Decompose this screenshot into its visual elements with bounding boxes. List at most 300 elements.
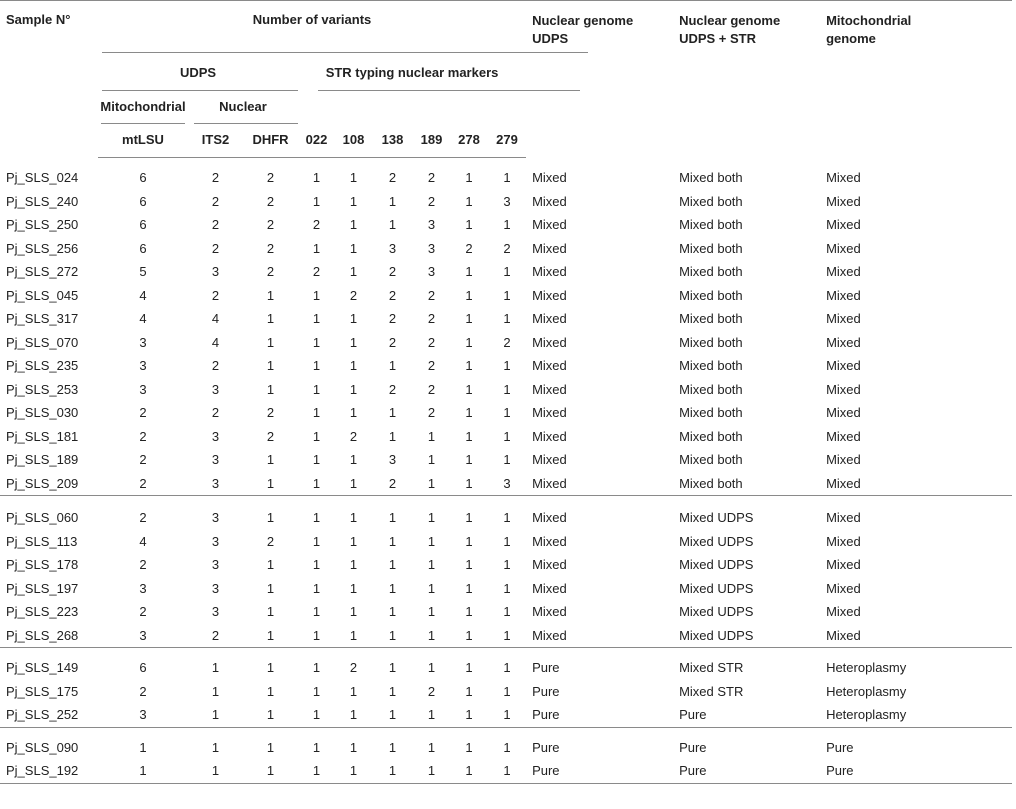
table-cell: 1 xyxy=(427,475,436,491)
table-cell: 1 xyxy=(413,727,450,759)
header-marker-279: 279 xyxy=(488,124,526,158)
table-cell: 1 xyxy=(312,475,321,491)
table-cell: 1 xyxy=(388,405,397,420)
header-nuclear-udps xyxy=(526,1,673,158)
table-cell: 2 xyxy=(312,217,321,232)
table-cell: 1 xyxy=(266,334,275,350)
table-cell: 1 xyxy=(349,311,358,326)
table-header xyxy=(0,1,1012,158)
table-cell: 1 xyxy=(388,580,397,596)
table-cell: 3 xyxy=(139,627,147,643)
table-cell: 2 xyxy=(427,287,436,303)
table-cell: Mixed xyxy=(826,428,861,444)
table-cell: 1 xyxy=(503,627,511,643)
table-row xyxy=(0,472,1012,496)
table-cell: Mixed xyxy=(532,311,567,326)
table-cell: 2 xyxy=(427,405,436,420)
table-cell: 1 xyxy=(312,358,321,373)
table-cell: Mixed xyxy=(532,381,567,397)
table-cell: 1 xyxy=(503,311,511,326)
table-cell: 1 xyxy=(503,405,511,420)
table-cell: 1 xyxy=(188,759,243,783)
table-cell: 1 xyxy=(266,683,275,699)
table-cell: Mixed xyxy=(826,358,861,373)
table-cell: 1 xyxy=(427,707,436,722)
table-cell: 1 xyxy=(349,358,358,373)
table-cell: Pure xyxy=(532,683,560,699)
table-cell: 1 xyxy=(349,580,358,596)
table-cell: Mixed xyxy=(826,381,861,397)
table-cell: Pj_SLS_090 xyxy=(0,727,98,759)
table-cell: 1 xyxy=(427,533,436,549)
table-row xyxy=(0,237,1012,261)
table-cell: 6 xyxy=(98,648,188,680)
table-cell: Mixed xyxy=(532,533,567,549)
table-cell: 2 xyxy=(139,452,147,467)
table-cell: Mixed xyxy=(820,496,1012,530)
table-cell: Mixed xyxy=(532,452,567,467)
table-cell: 1 xyxy=(465,217,473,232)
table-cell: Mixed both xyxy=(679,358,743,373)
table-cell: 2 xyxy=(139,405,147,420)
table-cell: 1 xyxy=(450,727,488,759)
header-nuclear-str-line1: Nuclear genome xyxy=(679,13,781,28)
table-cell: 2 xyxy=(427,170,436,185)
table-cell: 1 xyxy=(312,557,321,572)
header-sample: Sample N° xyxy=(0,1,98,158)
table-cell: Pure xyxy=(820,759,1012,783)
table-cell: 2 xyxy=(388,334,397,350)
table-cell: 1 xyxy=(503,264,511,279)
table-row xyxy=(0,648,1012,680)
table-cell: 1 xyxy=(388,557,397,572)
table-cell: Mixed xyxy=(826,533,861,549)
table-cell: 1 xyxy=(188,727,243,759)
table-cell: 1 xyxy=(465,405,473,420)
table-cell: 1 xyxy=(298,496,335,530)
table-cell: Mixed xyxy=(532,264,567,279)
variants-underline xyxy=(102,52,588,53)
table-cell: 2 xyxy=(211,170,220,185)
table-cell: Mixed xyxy=(826,580,861,596)
table-cell: 2 xyxy=(139,683,147,699)
table-cell: Pj_SLS_268 xyxy=(6,627,79,643)
table-cell: 3 xyxy=(188,496,243,530)
header-number-of-variants xyxy=(98,1,526,55)
table-cell: 1 xyxy=(312,311,321,326)
header-variants-label: Number of variants xyxy=(252,12,372,27)
table-cell: Pure xyxy=(532,707,560,722)
table-cell: Mixed xyxy=(826,169,861,185)
table-cell: Mixed xyxy=(532,358,567,373)
header-its2: ITS2 xyxy=(188,124,243,158)
table-cell: 1 xyxy=(266,580,275,596)
table-cell: 2 xyxy=(427,193,436,209)
table-cell: 2 xyxy=(388,475,397,491)
table-cell: 2 xyxy=(266,264,275,279)
table-cell: 1 xyxy=(243,727,298,759)
table-cell: 1 xyxy=(503,217,511,232)
table-cell: 3 xyxy=(211,452,220,467)
header-mito-genome-line1: Mitochondrial xyxy=(826,13,912,28)
table-cell: 1 xyxy=(372,648,413,680)
table-cell: Mixed xyxy=(826,240,861,256)
table-cell: 2 xyxy=(503,334,511,350)
table-cell: 1 xyxy=(503,358,511,373)
table-cell: 1 xyxy=(413,496,450,530)
table-cell: 1 xyxy=(211,707,220,722)
table-row xyxy=(0,496,1012,530)
table-cell: 1 xyxy=(388,627,397,643)
table-row xyxy=(0,759,1012,783)
table-cell: Mixed xyxy=(532,604,567,619)
table-cell: Pj_SLS_178 xyxy=(6,557,79,572)
table-cell: 1 xyxy=(349,627,358,643)
table-cell: 1 xyxy=(312,334,321,350)
table-cell: Pj_SLS_189 xyxy=(6,452,79,467)
header-str-label: STR typing nuclear markers xyxy=(325,64,499,80)
table-cell: Mixed xyxy=(532,580,567,596)
table-cell: Pj_SLS_252 xyxy=(6,707,79,722)
table-cell: 1 xyxy=(266,557,275,572)
table-cell: 1 xyxy=(465,557,473,572)
table-cell: 3 xyxy=(139,381,147,397)
table-cell: 1 xyxy=(349,381,358,397)
table-cell: Pj_SLS_250 xyxy=(6,217,79,232)
header-udps-label: UDPS xyxy=(179,64,217,80)
table-row xyxy=(0,425,1012,449)
table-cell: Pj_SLS_272 xyxy=(6,264,79,279)
table-cell: 3 xyxy=(211,604,220,619)
table-row xyxy=(0,331,1012,355)
header-mitochondrial xyxy=(98,91,188,124)
table-cell: 1 xyxy=(349,557,358,572)
table-cell: 1 xyxy=(298,727,335,759)
table-cell: Pure xyxy=(526,727,673,759)
table-cell: Mixed both xyxy=(679,475,743,491)
table-cell: 3 xyxy=(139,707,147,722)
table-cell: 1 xyxy=(503,707,511,722)
table-cell: Mixed xyxy=(532,557,567,572)
table-cell: Mixed xyxy=(532,240,567,256)
table-cell: Mixed xyxy=(826,452,861,467)
table-cell: 2 xyxy=(266,217,275,232)
header-mtlsu: mtLSU xyxy=(98,124,188,158)
table-cell: 1 xyxy=(349,533,358,549)
table-cell: 1 xyxy=(372,496,413,530)
table-cell: Mixed xyxy=(532,334,567,350)
table-cell: Mixed xyxy=(532,405,567,420)
header-udps xyxy=(98,55,298,91)
table-cell: 1 xyxy=(349,707,358,722)
table-cell: 1 xyxy=(465,311,473,326)
table-cell: 1 xyxy=(349,683,358,699)
table-cell: 1 xyxy=(349,604,358,619)
header-dhfr: DHFR xyxy=(243,124,298,158)
table-cell: Heteroplasmy xyxy=(820,648,1012,680)
table-cell: 1 xyxy=(388,428,397,444)
table-cell: 1 xyxy=(465,683,473,699)
table-cell: Mixed both xyxy=(679,311,743,326)
table-cell: 1 xyxy=(349,264,358,279)
table-cell: 2 xyxy=(388,170,397,185)
table-cell: 1 xyxy=(503,381,511,397)
table-cell: Mixed both xyxy=(679,405,743,420)
table-cell: 1 xyxy=(335,727,372,759)
table-cell: Pj_SLS_197 xyxy=(6,580,79,596)
table-cell: 1 xyxy=(349,475,358,491)
table-cell: 1 xyxy=(427,428,436,444)
table-row xyxy=(0,354,1012,378)
table-cell: 2 xyxy=(139,428,147,444)
table-cell: 1 xyxy=(243,648,298,680)
table-cell: 1 xyxy=(312,287,321,303)
table-cell: 1 xyxy=(465,170,473,185)
table-cell: Pj_SLS_181 xyxy=(6,428,79,444)
table-row xyxy=(0,260,1012,284)
table-cell: 1 xyxy=(465,358,473,373)
table-cell: 2 xyxy=(312,264,321,279)
table-row xyxy=(0,530,1012,554)
table-cell: 3 xyxy=(211,264,220,279)
table-row xyxy=(0,190,1012,214)
table-row xyxy=(0,624,1012,648)
table-cell: Mixed UDPS xyxy=(679,604,754,619)
table-cell: Mixed xyxy=(826,264,861,279)
table-cell: 2 xyxy=(335,648,372,680)
table-cell: 1 xyxy=(465,264,473,279)
table-cell: 3 xyxy=(503,193,511,209)
table-cell: Pj_SLS_223 xyxy=(6,604,79,619)
table-cell: 1 xyxy=(372,759,413,783)
table-cell: Mixed STR xyxy=(673,648,820,680)
header-marker-278: 278 xyxy=(450,124,488,158)
table-cell: Pj_SLS_192 xyxy=(0,759,98,783)
table-cell: 2 xyxy=(266,533,275,549)
table-cell: Mixed xyxy=(532,475,567,491)
table-cell: 3 xyxy=(139,580,147,596)
header-mito-label: Mitochondrial xyxy=(100,98,186,114)
table-cell: 3 xyxy=(427,264,436,279)
table-cell: 1 xyxy=(312,405,321,420)
table-cell: Mixed both xyxy=(679,264,743,279)
table-cell: 3 xyxy=(211,475,220,491)
table-cell: Pure xyxy=(673,759,820,783)
table-cell: 1 xyxy=(266,604,275,619)
table-cell: 2 xyxy=(349,287,358,303)
table-cell: 2 xyxy=(211,405,220,420)
table-cell: 2 xyxy=(211,217,220,232)
table-cell: Pure xyxy=(820,727,1012,759)
table-cell: 3 xyxy=(427,217,436,232)
table-cell: 1 xyxy=(312,193,321,209)
table-cell: Pj_SLS_235 xyxy=(6,358,79,373)
table-cell: 4 xyxy=(211,311,220,326)
table-cell: 1 xyxy=(388,217,397,232)
table-cell: 1 xyxy=(98,759,188,783)
table-cell: Mixed xyxy=(826,604,861,619)
table-cell: 1 xyxy=(298,648,335,680)
table-cell: 1 xyxy=(335,496,372,530)
table-cell: 1 xyxy=(349,193,358,209)
table-cell: 2 xyxy=(211,627,220,643)
table-cell: 1 xyxy=(450,496,488,530)
table-row xyxy=(0,727,1012,759)
table-cell: 2 xyxy=(465,240,473,256)
table-cell: Mixed both xyxy=(679,217,743,232)
table-cell: Pj_SLS_030 xyxy=(6,405,79,420)
header-marker-138: 138 xyxy=(372,124,413,158)
header-mitochondrial-genome xyxy=(820,1,1012,158)
table-cell: 1 xyxy=(503,287,511,303)
header-nuclear-udps-line1: Nuclear genome xyxy=(532,13,634,28)
table-cell: 2 xyxy=(427,311,436,326)
table-cell: 1 xyxy=(266,452,275,467)
table-cell: 2 xyxy=(139,604,147,619)
table-cell: 2 xyxy=(349,428,358,444)
table-cell: 2 xyxy=(139,557,147,572)
table-row xyxy=(0,577,1012,601)
table-row xyxy=(0,448,1012,472)
table-cell: 1 xyxy=(349,405,358,420)
header-marker-189: 189 xyxy=(413,124,450,158)
table-cell: Pj_SLS_149 xyxy=(0,648,98,680)
table-cell: 2 xyxy=(211,240,220,256)
table-cell: 3 xyxy=(503,475,511,491)
table-cell: Mixed STR xyxy=(679,683,744,699)
table-cell: Pj_SLS_024 xyxy=(6,169,79,185)
table-cell: 1 xyxy=(488,727,526,759)
table-cell: Pure xyxy=(679,707,707,722)
table-cell: 1 xyxy=(465,580,473,596)
table-cell: Pj_SLS_045 xyxy=(6,287,79,303)
table-cell: 1 xyxy=(266,627,275,643)
header-nuclear xyxy=(188,91,298,124)
table-row xyxy=(0,307,1012,331)
header-nuclear-str-line2: UDPS + STR xyxy=(679,31,756,46)
header-nuclear-udps-str xyxy=(673,1,820,158)
table-cell: Mixed both xyxy=(679,334,743,350)
table-cell: 1 xyxy=(503,533,511,549)
table-cell: 1 xyxy=(488,759,526,783)
table-cell: Mixed xyxy=(532,217,567,232)
table-cell: 1 xyxy=(427,627,436,643)
table-cell: Mixed xyxy=(532,193,567,209)
table-cell: 1 xyxy=(312,381,321,397)
table-cell: Mixed xyxy=(532,169,567,185)
table-cell: 2 xyxy=(388,311,397,326)
table-cell: 1 xyxy=(413,648,450,680)
table-cell: 1 xyxy=(503,604,511,619)
table-cell: 1 xyxy=(465,707,473,722)
table-cell: 2 xyxy=(98,496,188,530)
table-cell: Mixed both xyxy=(679,240,743,256)
table-cell: 1 xyxy=(427,452,436,467)
table-cell: 1 xyxy=(243,759,298,783)
header-str-typing xyxy=(298,55,526,91)
table-cell: 1 xyxy=(188,648,243,680)
table-cell: 2 xyxy=(211,193,220,209)
table-cell: 1 xyxy=(312,627,321,643)
table-cell: 2 xyxy=(388,264,397,279)
table-cell: 2 xyxy=(388,381,397,397)
table-row xyxy=(0,703,1012,727)
table-cell: 1 xyxy=(465,533,473,549)
table-cell: 1 xyxy=(312,707,321,722)
table-cell: 1 xyxy=(312,428,321,444)
table-cell: 4 xyxy=(139,533,147,549)
table-cell: 2 xyxy=(388,287,397,303)
table-cell: 1 xyxy=(427,604,436,619)
table-cell: Pj_SLS_060 xyxy=(0,496,98,530)
table-cell: 3 xyxy=(388,452,397,467)
table-cell: Mixed both xyxy=(679,193,743,209)
table-cell: 6 xyxy=(139,170,147,185)
table-cell: Mixed xyxy=(532,287,567,303)
table-cell: 3 xyxy=(211,580,220,596)
table-cell: Pj_SLS_253 xyxy=(6,381,79,397)
table-cell: 1 xyxy=(388,604,397,619)
header-nuclear-label: Nuclear xyxy=(219,98,267,114)
table-cell: 1 xyxy=(503,557,511,572)
table-cell: 6 xyxy=(139,217,147,232)
table-cell: 4 xyxy=(139,287,147,303)
table-cell: Mixed UDPS xyxy=(679,557,754,572)
table-cell: Pj_SLS_113 xyxy=(6,533,78,549)
header-marker-108: 108 xyxy=(335,124,372,158)
table-cell: 1 xyxy=(503,683,511,699)
table-cell: Mixed UDPS xyxy=(679,533,754,549)
table-row xyxy=(0,158,1012,190)
table-cell: 1 xyxy=(503,580,511,596)
table-cell: 1 xyxy=(503,452,511,467)
table-cell: 1 xyxy=(266,475,275,491)
table-cell: Pj_SLS_175 xyxy=(6,683,79,699)
table-cell: 1 xyxy=(465,287,473,303)
table-row xyxy=(0,600,1012,624)
table-cell: 3 xyxy=(211,533,220,549)
table-row xyxy=(0,213,1012,237)
table-cell: 1 xyxy=(312,170,321,185)
table-cell: 1 xyxy=(266,707,275,722)
table-cell: Mixed UDPS xyxy=(679,627,754,643)
table-cell: 2 xyxy=(427,683,436,699)
table-cell: 2 xyxy=(266,240,275,256)
table-cell: Pj_SLS_240 xyxy=(6,193,79,209)
table-cell: 1 xyxy=(335,759,372,783)
table-cell: 1 xyxy=(266,381,275,397)
table-cell: 1 xyxy=(465,428,473,444)
table-row xyxy=(0,284,1012,308)
table-cell: Mixed xyxy=(826,287,861,303)
table-cell: 1 xyxy=(465,604,473,619)
table-cell: Mixed xyxy=(532,627,567,643)
table-cell: 2 xyxy=(266,170,275,185)
table-cell: 1 xyxy=(488,496,526,530)
table-cell: 2 xyxy=(427,381,436,397)
table-cell: 1 xyxy=(312,452,321,467)
table-cell: 1 xyxy=(388,358,397,373)
table-cell: Pj_SLS_256 xyxy=(6,240,79,256)
table-cell: 1 xyxy=(266,358,275,373)
table-cell: 1 xyxy=(465,381,473,397)
table-cell: 1 xyxy=(465,193,473,209)
table-cell: 1 xyxy=(349,217,358,232)
table-cell: 6 xyxy=(139,240,147,256)
table-cell: 1 xyxy=(388,533,397,549)
table-cell: Pj_SLS_209 xyxy=(6,475,79,491)
table-row xyxy=(0,401,1012,425)
